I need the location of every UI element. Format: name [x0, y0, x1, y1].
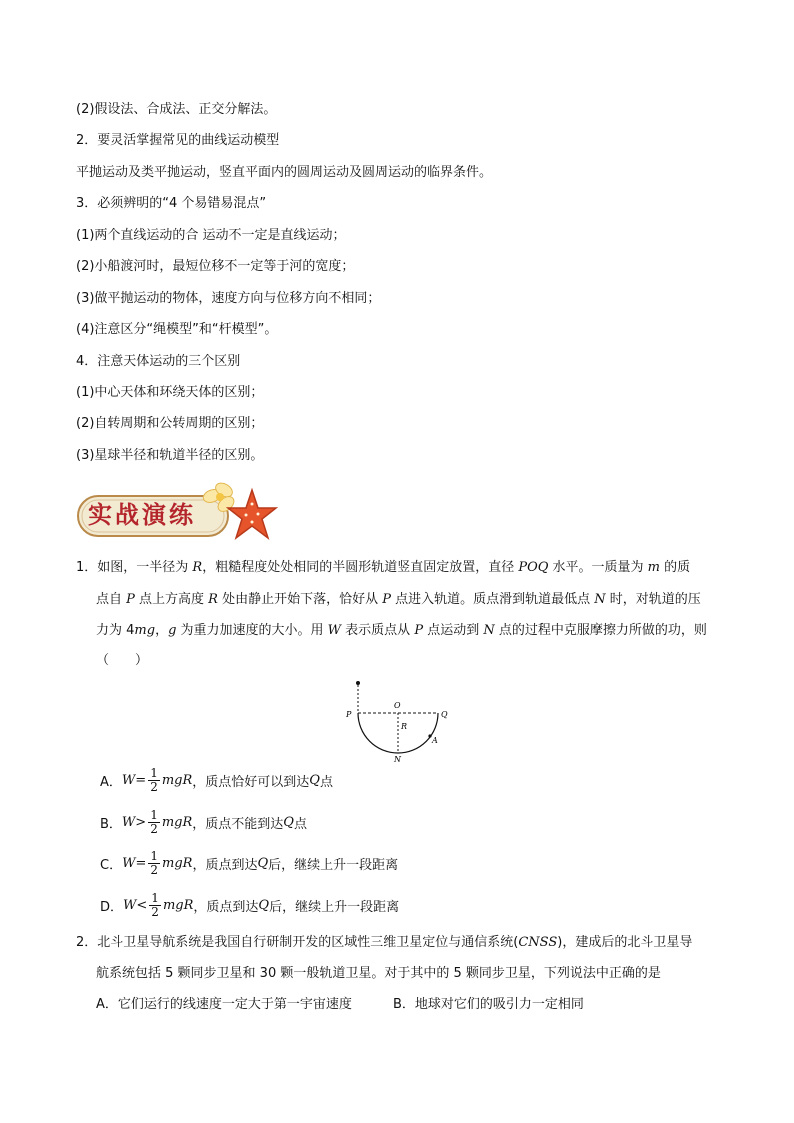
q1-option-a[interactable]: A． W = $\frac{1}{2}$ mgR ，质点恰好可以到达 Q 点	[100, 765, 333, 794]
q1-line-3: 力为 4mg，g 为重力加速度的大小。用 W 表示质点从 P 点运动到 N 点的过程中克服摩擦力所做的功，则	[96, 623, 707, 638]
summary-item-3-3: (3)做平抛运动的物体，速度方向与位移方向不相同；	[76, 291, 381, 306]
summary-item-3-1: (1)两个直线运动的合 运动不一定是直线运动；	[76, 228, 346, 243]
summary-line-methods: (2)假设法、合成法、正交分解法。	[76, 102, 277, 117]
starfish-icon	[228, 490, 276, 538]
q1-line-2: 点自 P 点上方高度 R 处由静止开始下落，恰好从 P 点进入轨道。质点滑到轨道最低点 N 时，对轨道的压	[96, 592, 701, 607]
section-banner	[74, 482, 280, 544]
semicircle-track-figure	[338, 677, 466, 763]
track-diagram	[338, 677, 466, 763]
q1-option-b[interactable]: B． W > $\frac{1}{2}$ mgR ，质点不能到达 Q 点	[100, 807, 307, 836]
q2-option-a[interactable]: A．它们运行的线速度一定大于第一宇宙速度	[96, 997, 352, 1012]
summary-heading-2: 2．要灵活掌握常见的曲线运动模型	[76, 133, 280, 148]
banner-title: 实战演练	[88, 500, 196, 529]
label-R: R	[401, 722, 408, 731]
label-P: P	[346, 710, 352, 719]
q2-option-b[interactable]: B．地球对它们的吸引力一定相同	[393, 997, 584, 1012]
label-O: O	[394, 701, 401, 710]
summary-heading-3: 3．必须辨明的“4 个易错易混点”	[76, 196, 267, 211]
summary-heading-4: 4．注意天体运动的三个区别	[76, 354, 241, 369]
summary-item-3-4: (4)注意区分“绳模型”和“杆模型”。	[76, 322, 278, 337]
label-A: A	[432, 736, 438, 745]
q2-line-1: 2．北斗卫星导航系统是我国自行研制开发的区域性三维卫星定位与通信系统(CNSS)，建成后的北斗卫星导	[76, 935, 693, 950]
label-N: N	[394, 755, 401, 763]
q1-line-1: 1．如图，一半径为 R，粗糙程度处处相同的半圆形轨道竖直固定放置，直径 POQ 水平。一质量为 m 的质	[76, 560, 691, 575]
summary-item-4-1: (1)中心天体和环绕天体的区别；	[76, 385, 264, 400]
summary-line-models: 平抛运动及类平抛运动，竖直平面内的圆周运动及圆周运动的临界条件。	[76, 165, 493, 180]
label-Q: Q	[441, 710, 448, 719]
q1-option-c[interactable]: C． W = $\frac{1}{2}$ mgR ，质点到达 Q 后，继续上升一段距离	[100, 848, 399, 877]
summary-item-3-2: (2)小船渡河时，最短位移不一定等于河的宽度；	[76, 259, 355, 274]
q1-answer-bracket: （ ）	[96, 653, 149, 668]
summary-item-4-2: (2)自转周期和公转周期的区别；	[76, 416, 264, 431]
q1-option-d[interactable]: D． W < $\frac{1}{2}$ mgR ，质点到达 Q 后，继续上升一段距离	[100, 890, 400, 919]
summary-item-4-3: (3)星球半径和轨道半径的区别。	[76, 448, 264, 463]
q2-line-2: 航系统包括 5 颗同步卫星和 30 颗一般轨道卫星。对于其中的 5 颗同步卫星，下列说法中正确的是	[96, 966, 661, 981]
